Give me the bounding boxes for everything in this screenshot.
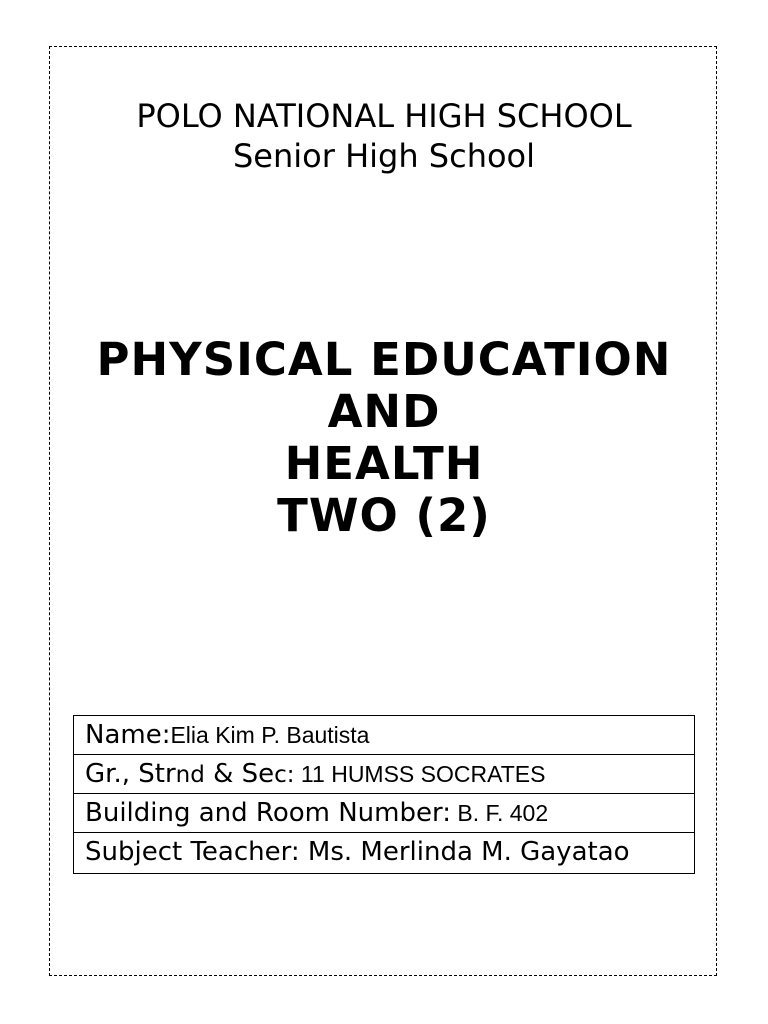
title-line-2: AND [327, 385, 441, 438]
info-row-teacher [74, 833, 695, 874]
section-label-part-d: c: [274, 761, 295, 788]
name-label: Name: [85, 720, 171, 750]
info-row-section [74, 755, 695, 794]
room-value: B. F. 402 [450, 800, 549, 826]
section-value: 11 HUMSS SOCRATES [294, 760, 546, 787]
teacher-value: Ms. Merlinda M. Gayatao [299, 837, 630, 867]
info-row-name [74, 716, 695, 755]
info-cell-teacher [74, 833, 695, 874]
name-value: Elia Kim P. Bautista [170, 722, 370, 748]
info-cell-room [74, 794, 695, 833]
department-name: Senior High School [232, 137, 536, 175]
school-name: POLO NATIONAL HIGH SCHOOL [136, 97, 632, 135]
section-label-part-a: Gr., Str [85, 758, 176, 789]
student-info-table [73, 715, 695, 874]
title-line-4: TWO (2) [277, 489, 491, 542]
info-row-room [74, 794, 695, 833]
title-line-3: HEALTH [284, 437, 484, 490]
school-header [0, 96, 768, 176]
subject-title [0, 334, 768, 542]
info-cell-section [74, 755, 695, 794]
room-label: Building and Room Number: [85, 798, 451, 828]
info-cell-name [74, 716, 695, 755]
teacher-label: Subject Teacher: [85, 837, 300, 867]
section-label-part-b: nd [175, 761, 205, 788]
title-line-1: PHYSICAL EDUCATION [96, 333, 672, 386]
section-label-part-c: & Se [204, 758, 275, 789]
